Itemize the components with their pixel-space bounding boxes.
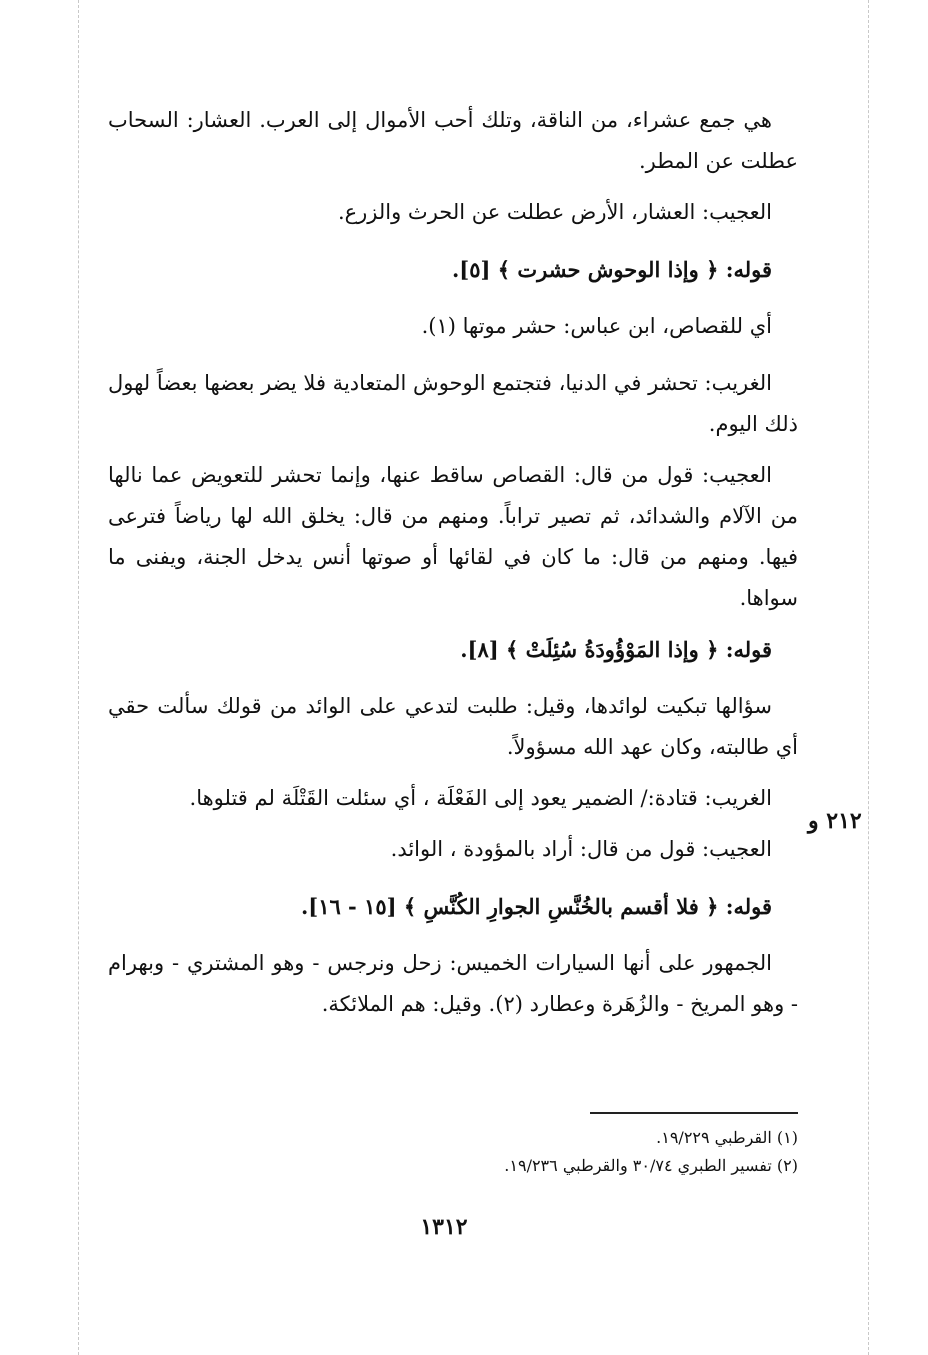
footnote: (١) القرطبي ١٩/٢٢٩. [656,1128,798,1147]
paragraph: هي جمع عشراء، من الناقة، وتلك أحب الأموال إلى العرب. العشار: السحاب عطلت عن المطر. [108,108,798,173]
scan-edge-line [868,0,869,1355]
verse-heading: قوله: ﴿ فلا أقسم بالخُنَّسِ الجوارِ الكُنَّسِ ﴾ [١٥ - ١٦]. [300,894,772,919]
footnote: (٢) تفسير الطبري ٣٠/٧٤ والقرطبي ١٩/٢٣٦. [504,1156,798,1175]
paragraph: الغريب: تحشر في الدنيا، فتجتمع الوحوش المتعادية فلا يضر بعضها بعضاً لهول ذلك اليوم. [108,371,798,436]
paragraph: الغريب: قتادة:/ الضمير يعود إلى الفَعْلَة ، أي سئلت القَتْلَة لم قتلوها. [189,786,772,810]
paragraph: أي للقصاص، ابن عباس: حشر موتها (١). [421,314,772,338]
scan-edge-line [78,0,79,1355]
paragraph: العجيب: قول من قال: أراد بالمؤودة ، الوائد. [390,837,772,861]
page-body [108,100,798,1035]
verse-heading: قوله: ﴿ وإذا الوحوش حشرت ﴾ [٥]. [451,257,772,282]
paragraph: العجيب: قول من قال: القصاص ساقط عنها، وإنما تحشر للتعويض عما نالها من الآلام والشدائد، ثم تصير تراباً. ومنهم من قال: يخلق الله لها رياضاً فترعى فيها. ومنهم من قال: ما كان في لقائها أو صوتها أنس يدخل الجنة، ويفنى ما سواها. [108,463,798,610]
page-number: ١٣١٢ [420,1214,468,1240]
footnotes [420,1124,798,1180]
paragraph: الجمهور على أنها السيارات الخميس: زحل ونرجس - وهو المشتري - وبهرام - وهو المريخ - والزُهَرة وعطارد (٢). وقيل: هم الملائكة. [108,951,798,1016]
verse-heading: قوله: ﴿ وإذا المَوْؤُودَةُ سُئِلَتْ ﴾ [٨]. [460,637,772,662]
manuscript-folio-marker: ٢١٢ و [808,808,862,834]
footnote-divider [590,1112,798,1114]
paragraph: سؤالها تبكيت لوائدها، وقيل: طلبت لتدعي على الوائد من قولك سألت حقي أي طالبته، وكان عهد الله مسؤولاً. [108,694,798,759]
paragraph: العجيب: العشار، الأرض عطلت عن الحرث والزرع. [337,200,772,224]
